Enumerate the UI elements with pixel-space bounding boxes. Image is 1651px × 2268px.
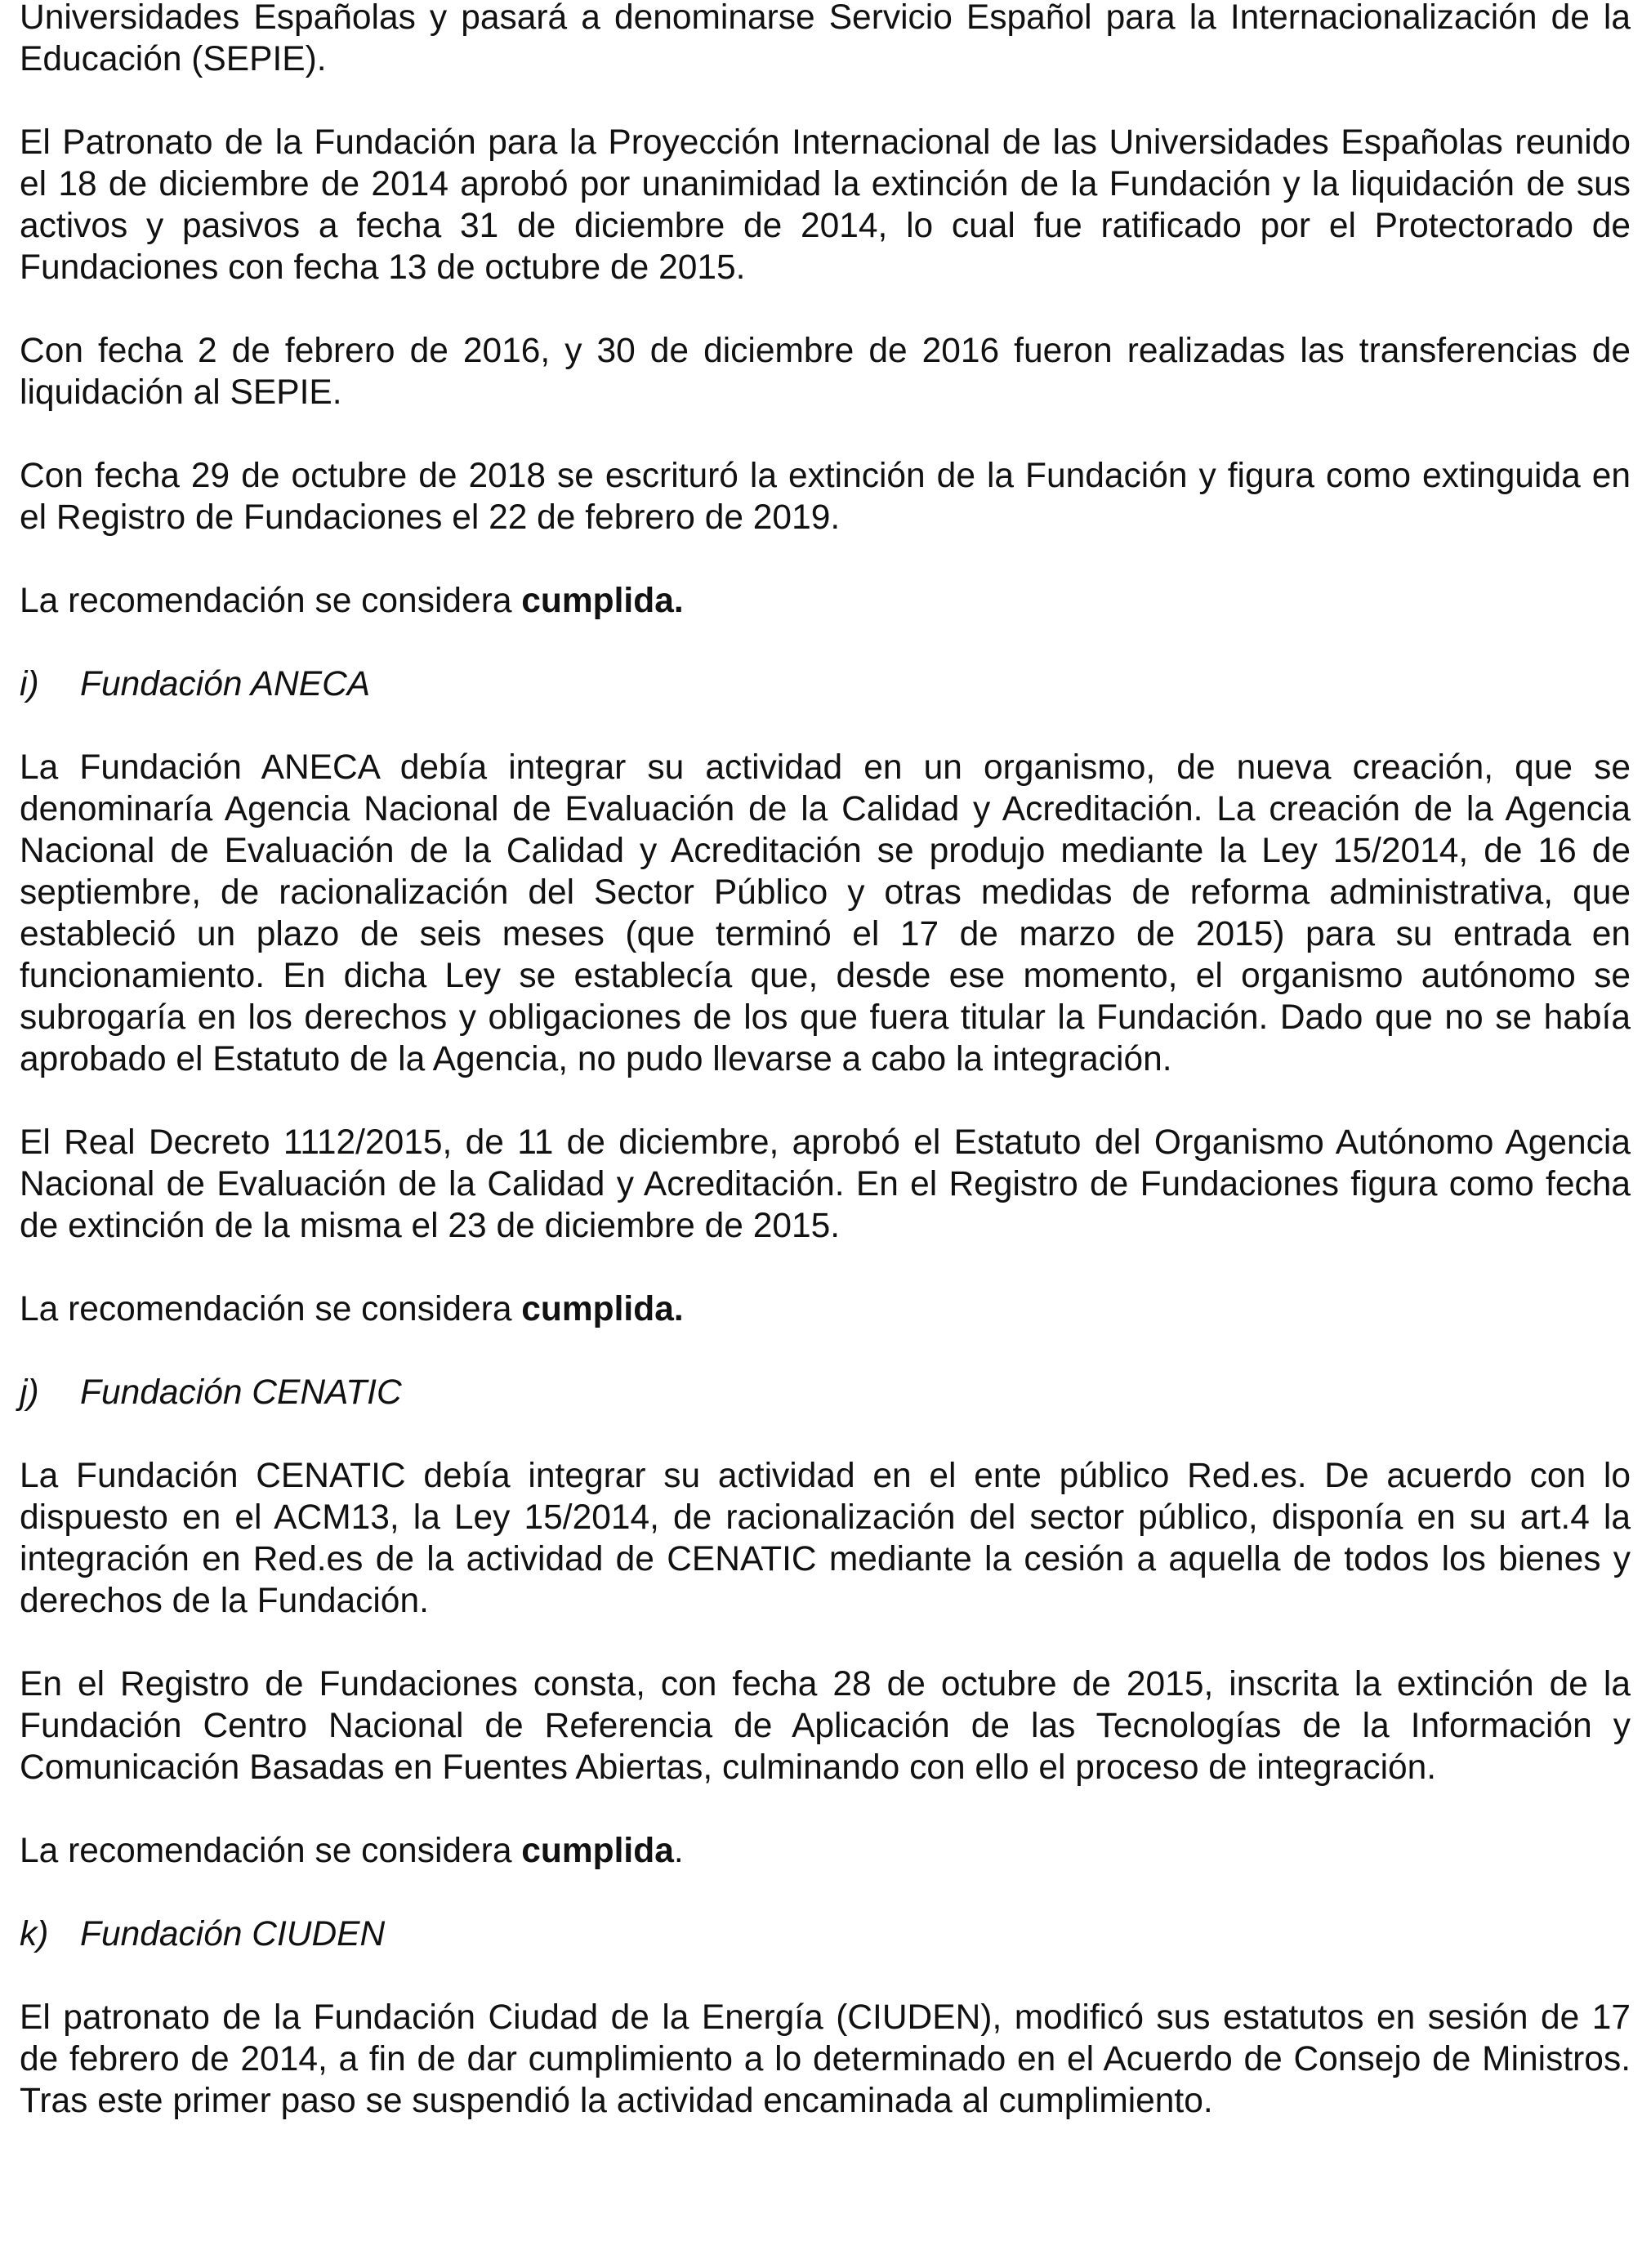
section-heading-ciuden xyxy=(20,1913,1631,1955)
section-letter: j) xyxy=(20,1373,39,1412)
recommendation-verdict: cumplida. xyxy=(521,582,684,620)
recommendation-status-3 xyxy=(20,1830,1631,1872)
recommendation-tail: . xyxy=(673,1832,684,1870)
recommendation-status-2 xyxy=(20,1288,1631,1330)
paragraph-patronato: El Patronato de la Fundación para la Proyección Internacional de las Universidades Españolas reunido el 18 de diciembre de 2014 aprobó por unanimidad la extinción de la Fundación y la liquidación de sus activos y pasivos a fecha 31 de diciembre de 2014, lo cual fue ratificado por el Protectorado de Fundaciones con fecha 13 de octubre de 2015. xyxy=(20,123,1631,287)
section-letter: k) xyxy=(20,1915,49,1953)
paragraph-aneca-decreto: El Real Decreto 1112/2015, de 11 de diciembre, aprobó el Estatuto del Organismo Autónomo Agencia Nacional de Evaluación de la Calidad y Acreditación. En el Registro de Fundaciones figura como fecha de extinción de la misma el 23 de diciembre de 2015. xyxy=(20,1123,1631,1245)
document-page xyxy=(20,0,1631,2163)
section-letter: i) xyxy=(20,665,39,703)
paragraph-ciuden-estatutos: El patronato de la Fundación Ciudad de la Energía (CIUDEN), modificó sus estatutos en sesión de 17 de febrero de 2014, a fin de dar cumplimiento a lo determinado en el Acuerdo de Consejo de Ministros. Tras este primer paso se suspendió la actividad encaminada al cumplimiento. xyxy=(20,1998,1631,2120)
paragraph-cenatic-integration: La Fundación CENATIC debía integrar su actividad en el ente público Red.es. De acuerdo con lo dispuesto en el ACM13, la Ley 15/2014, de racionalización del sector público, disponía en su art.4 la integración en Red.es de la actividad de CENATIC mediante la cesión a aquella de todos los bienes y derechos de la Fundación. xyxy=(20,1457,1631,1620)
recommendation-text: La recomendación se considera xyxy=(20,582,522,620)
section-heading-aneca xyxy=(20,663,1631,705)
paragraph-aneca-integration: La Fundación ANECA debía integrar su actividad en un organismo, de nueva creación, que se denominaría Agencia Nacional de Evaluación de la Calidad y Acreditación. La creación de la Agencia Nacional de Evaluación de la Calidad y Acreditación se produjo mediante la Ley 15/2014, de 16 de septiembre, de racionalización del Sector Público y otras medidas de reforma administrativa, que estableció un plazo de seis meses (que terminó el 17 de marzo de 2015) para su entrada en funcionamiento. En dicha Ley se establecía que, desde ese momento, el organismo autónomo se subrogaría en los derechos y obligaciones de los que fuera titular la Fundación. Dado que no se había aprobado el Estatuto de la Agencia, no pudo llevarse a cabo la integración. xyxy=(20,748,1631,1078)
section-title: Fundación CENATIC xyxy=(80,1373,402,1412)
paragraph-sepie-continuation: Universidades Españolas y pasará a denominarse Servicio Español para la Internacionalización de la Educación (SEPIE). xyxy=(20,0,1631,78)
recommendation-verdict: cumplida xyxy=(521,1832,674,1870)
recommendation-text: La recomendación se considera xyxy=(20,1832,522,1870)
section-title: Fundación ANECA xyxy=(80,665,371,703)
section-title: Fundación CIUDEN xyxy=(80,1915,386,1953)
paragraph-transferencias: Con fecha 2 de febrero de 2016, y 30 de diciembre de 2016 fueron realizadas las transferencias de liquidación al SEPIE. xyxy=(20,332,1631,412)
paragraph-escritura: Con fecha 29 de octubre de 2018 se escrituró la extinción de la Fundación y figura como extinguida en el Registro de Fundaciones el 22 de febrero de 2019. xyxy=(20,457,1631,537)
recommendation-text: La recomendación se considera xyxy=(20,1290,522,1328)
recommendation-verdict: cumplida. xyxy=(521,1290,684,1328)
recommendation-status-1 xyxy=(20,580,1631,622)
section-heading-cenatic xyxy=(20,1372,1631,1413)
paragraph-cenatic-registro: En el Registro de Fundaciones consta, con fecha 28 de octubre de 2015, inscrita la extinción de la Fundación Centro Nacional de Referencia de Aplicación de las Tecnologías de la Información y Comunicación Basadas en Fuentes Abiertas, culminando con ello el proceso de integración. xyxy=(20,1665,1631,1787)
